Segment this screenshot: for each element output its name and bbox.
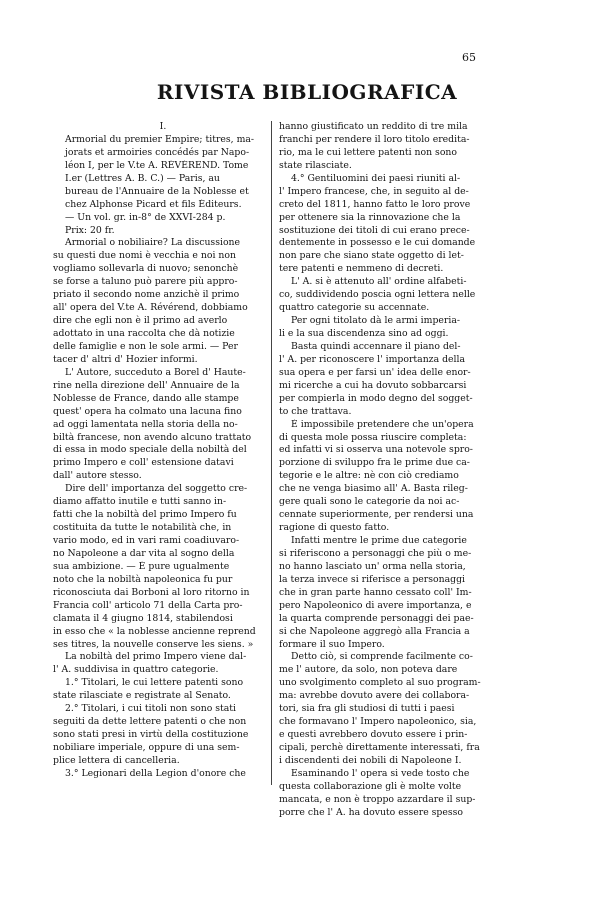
text-line: riconosciuta dai Borboni al loro ritorno in	[53, 586, 250, 598]
text-line: noto che la nobiltà napoleonica fu pur	[53, 573, 233, 585]
text-line: la terza invece si riferisce a personaggi	[279, 573, 466, 585]
text-line: L' Autore, succeduto a Borel d' Haute-	[65, 366, 246, 378]
text-line: vario modo, ed in vari rami coadiuvaro-	[53, 535, 240, 546]
text-line: quest' opera ha colmato una lacuna fino	[53, 405, 242, 417]
text-line: uno svolgimento completo al suo program-	[279, 677, 481, 689]
text-line: Armorial du premier Empire; titres, ma-	[65, 133, 255, 145]
text-line: che ne venga biasimo all' A. Basta rileg-	[279, 483, 468, 495]
text-line: ad oggi lamentata nella storia della no-	[53, 418, 238, 430]
text-line: costituita da tutte le notabilità che, in	[53, 522, 232, 534]
text-line: in esso che « la noblesse ancienne reprend	[53, 625, 256, 637]
text-line: Prix: 20 fr.	[65, 224, 115, 236]
text-line: dall' autore stesso.	[53, 470, 142, 482]
text-line: Armorial o nobiliaire? La discussione	[65, 237, 241, 249]
text-line: tere patenti e nemmeno di decreti.	[279, 263, 444, 275]
text-line: quattro categorie su accennate.	[279, 302, 430, 314]
text-line: fatti che la nobiltà del primo Impero fu	[53, 509, 237, 521]
text-line: sua ambizione. — È pure ugualmente	[53, 560, 230, 572]
text-line: di essa in modo speciale della nobiltà del	[53, 444, 247, 456]
text-line: che formavano l' Impero napoleonico, sia,	[279, 716, 477, 728]
text-line: ma: avrebbe dovuto avere dei collabora-	[279, 690, 470, 702]
text-line: se forse a taluno può parere più appro-	[53, 276, 238, 288]
text-line: delle famiglie e non le sole armi. — Per	[53, 340, 238, 352]
text-line: all' opera del V.te A. Révérend, dobbiamo	[53, 302, 248, 314]
text-line: L' A. si è attenuto all' ordine alfabeti-	[291, 276, 467, 288]
journal-title: RIVISTA BIBLIOGRAFICA	[156, 80, 458, 104]
text-line: dentemente in possesso e le cui domande	[279, 237, 476, 249]
text-line: jorats et armoiries concédés par Napo-	[65, 146, 250, 158]
text-line: rio, ma le cui lettere patenti non sono	[279, 146, 458, 158]
text-line: hanno giustificato un reddito di tre mila	[279, 121, 468, 132]
text-line: Esaminando l' opera si vede tosto che	[291, 767, 470, 779]
text-line: — Un vol. gr. in-8° de XXVI-284 p.	[65, 211, 226, 223]
text-line: co, suddividendo poscia ogni lettera nelle	[279, 289, 476, 301]
text-line: che in gran parte hanno cessato coll' Im-	[279, 586, 472, 598]
text-line: me l' autore, da solo, non poteva dare	[279, 664, 458, 676]
text-line: Per ogni titolato dà le armi imperia-	[291, 315, 461, 327]
text-line: di questa mole possa riuscire completa:	[279, 431, 467, 443]
text-line: I.	[159, 121, 167, 132]
text-line: non pare che siano state oggetto di let-	[279, 250, 464, 262]
text-line: tacer d' altri d' Hozier informi.	[53, 353, 198, 365]
text-line: Infatti mentre le prime due categorie	[291, 535, 467, 546]
text-line: creto del 1811, hanno fatto le loro prove	[279, 198, 471, 210]
text-line: state rilasciate e registrate al Senato.	[53, 690, 231, 702]
text-line: cennate superiormente, per rendersi una	[279, 509, 474, 521]
text-line: tegorie e le altre: nè con ciò crediamo	[279, 470, 459, 482]
text-line: léon I, per le V.te A. RÉVÉREND. Tome	[65, 159, 249, 171]
text-line: cipali, perchè direttamente interessati, fra	[279, 742, 480, 753]
text-line: gere quali sono le categorie da noi ac-	[279, 496, 460, 508]
text-line: porre che l' A. ha dovuto essere spesso	[279, 806, 464, 818]
text-line: la quarta comprende personaggi dei pae-	[279, 612, 474, 624]
text-line: 1.° Titolari, le cui lettere patenti sono	[65, 677, 244, 689]
text-line: sostituzione dei titoli di cui erano prece-	[279, 224, 470, 236]
text-line: l' A. per riconoscere l' importanza della	[279, 353, 466, 365]
text-line: sua opera e per farsi un' idea delle enor-	[279, 366, 471, 378]
text-line: si che Napoleone aggregò alla Francia a	[279, 625, 470, 637]
text-line: 2.° Titolari, i cui titoli non sono stati	[65, 703, 237, 715]
text-line: no Napoleone a dar vita al sogno della	[53, 547, 235, 559]
text-line: bureau de l'Annuaire de la Noblesse et	[65, 185, 249, 197]
text-line: diamo affatto inutile e tutti sanno in-	[53, 496, 227, 508]
text-line: Noblesse de France, dando alle stampe	[53, 392, 239, 404]
right-column	[279, 121, 499, 820]
text-line: La nobiltà del primo Impero viene dal-	[65, 651, 247, 663]
text-line: Dire dell' importanza del soggetto cre-	[65, 483, 248, 495]
text-line: ed infatti vi si osserva una notevole spro-	[279, 444, 473, 456]
text-line: ragione di questo fatto.	[279, 522, 390, 534]
text-line: È impossibile pretendere che un'opera	[291, 418, 474, 430]
text-line: e questi avrebbero dovuto essere i prin-	[279, 729, 468, 741]
column-rule	[271, 121, 272, 785]
text-line: I.er (Lettres A. B. C.) — Paris, au	[65, 172, 220, 184]
page-number: 65	[462, 51, 476, 64]
text-line: priato il secondo nome anzichè il primo	[53, 289, 240, 301]
text-line: Detto ciò, si comprende facilmente co-	[291, 651, 473, 663]
text-line: formare il suo Impero.	[279, 638, 385, 650]
text-line: pero Napoleonico di avere importanza, e	[279, 599, 472, 611]
text-line: vogliamo sollevarla di nuovo; senonchè	[53, 263, 239, 275]
text-line: dire che egli non è il primo ad averlo	[53, 315, 228, 327]
text-line: nobiliare imperiale, oppure di una sem-	[53, 742, 240, 753]
text-line: tori, sia fra gli studiosi di tutti i paesi	[279, 703, 455, 715]
text-line: 3.° Legionari della Legion d'onore che	[65, 767, 246, 779]
text-line: plice lettera di cancelleria.	[53, 754, 180, 766]
left-column	[53, 121, 273, 781]
text-line: per ottenere sia la rinnovazione che la	[279, 211, 461, 223]
text-line: si riferiscono a personaggi che più o me-	[279, 547, 472, 559]
text-line: biltà francese, non avendo alcuno trattato	[53, 431, 252, 443]
text-line: no hanno lasciato un' orma nella storia,	[279, 560, 466, 572]
text-line: 4.° Gentiluomini dei paesi riuniti al-	[291, 172, 461, 184]
text-line: mi ricerche a cui ha dovuto sobbarcarsi	[279, 379, 467, 391]
text-line: ses titres, la nouvelle conserve les siens. »	[53, 638, 254, 650]
text-line: su questi due nomi è vecchia e noi non	[53, 250, 236, 262]
text-line: to che trattava.	[279, 405, 352, 417]
text-line: sono stati presi in virtù della costituzione	[53, 729, 249, 741]
text-line: per compierla in modo degno del sogget-	[279, 392, 473, 404]
text-line: porzione di sviluppo fra le prime due ca-	[279, 457, 470, 469]
text-line: Basta quindi accennare il piano del-	[291, 340, 461, 352]
text-line: seguiti da dette lettere patenti o che non	[53, 716, 247, 728]
text-line: chez Alphonse Picard et fils Éditeurs.	[65, 198, 242, 210]
text-line: li e la sua discendenza sino ad oggi.	[279, 328, 449, 339]
text-line: Francia coll' articolo 71 della Carta pro-	[53, 599, 243, 611]
text-line: franchi per rendere il loro titolo eredita-	[279, 133, 470, 145]
text-line: l' Impero francese, che, in seguito al de-	[279, 185, 469, 197]
text-line: clamata il 4 giugno 1814, stabilendosi	[53, 612, 233, 624]
text-line: rine nella direzione dell' Annuaire de la	[53, 379, 240, 391]
text-line: questa collaborazione gli è molte volte	[279, 780, 462, 792]
text-line: i discendenti dei nobili di Napoleone I.	[279, 754, 462, 766]
text-line: primo Impero e coll' estensione datavi	[53, 457, 234, 469]
text-line: l' A. suddivisa in quattro categorie.	[53, 664, 219, 676]
text-line: adottato in una raccolta che dà notizie	[53, 328, 235, 339]
text-line: mancata, e non è troppo azzardare il sup-	[279, 793, 476, 805]
text-line: state rilasciate.	[279, 159, 352, 171]
